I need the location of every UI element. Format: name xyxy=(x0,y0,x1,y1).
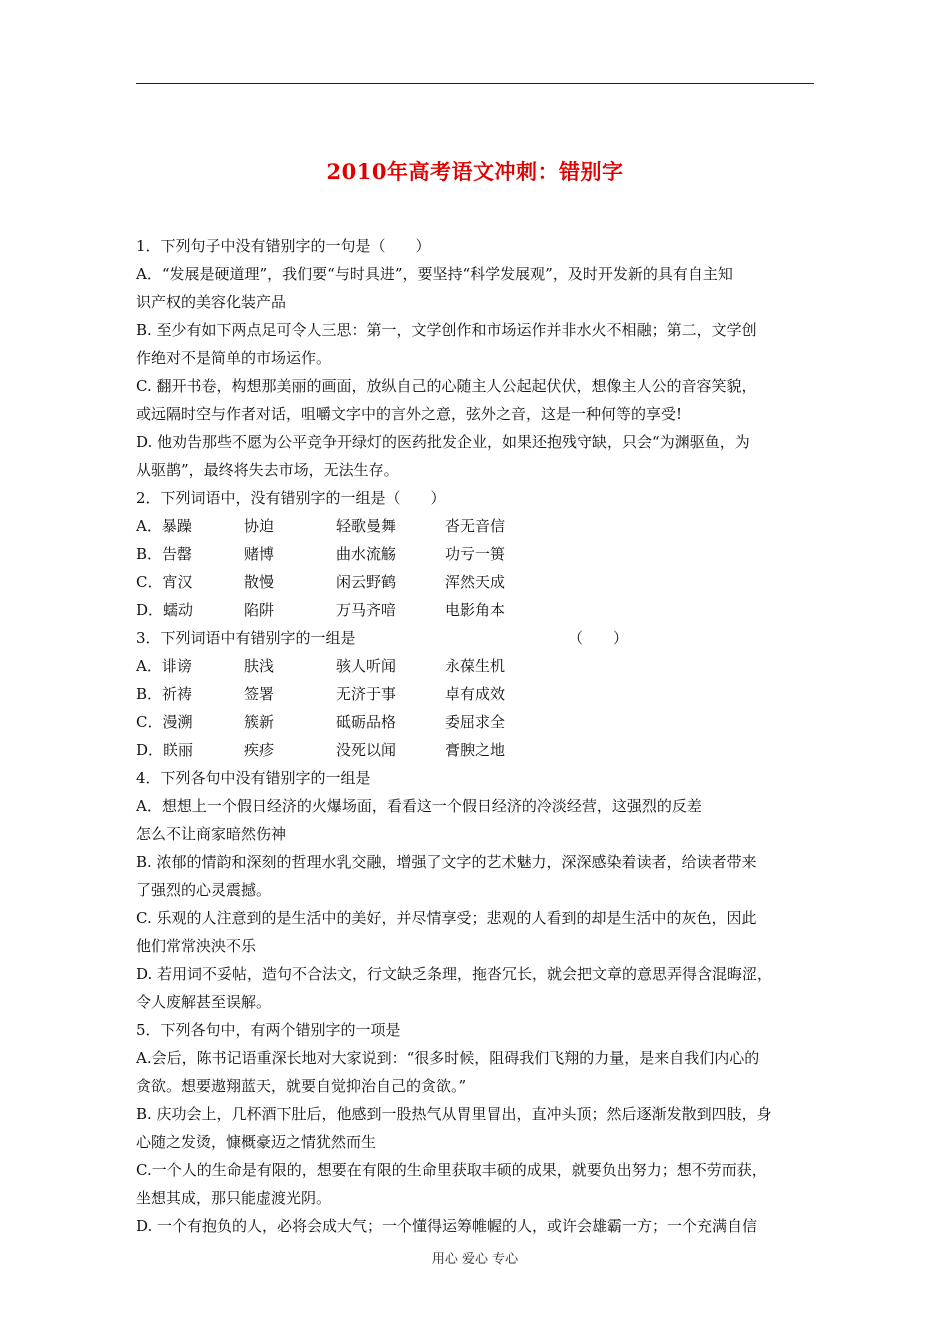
q4-option-a-line-2: 怎么不让商家暗然伤神 xyxy=(136,825,287,843)
q4-option-d-line-1: D. 若用词不妥帖，造句不合法文，行文缺乏条理，拖沓冗长，就会把文章的意思弄得含混晦涩， xyxy=(136,965,773,983)
q2-a-word-1: A．暴躁 xyxy=(136,517,192,535)
q3-a-word-2: 肤浅 xyxy=(244,657,275,675)
question-1-stem: 1．下列句子中没有错别字的一句是（ ） xyxy=(136,237,431,255)
q2-d-word-4: 电影角本 xyxy=(445,601,506,619)
q1-option-a-line-1: A．“发展是硬道理”，我们要“与时具进”，要坚持“科学发展观”，及时开发新的具有自主知 xyxy=(136,265,733,283)
q3-d-word-3: 没死以闻 xyxy=(336,741,397,759)
q3-row-a xyxy=(136,652,816,680)
q3-b-word-4: 卓有成效 xyxy=(445,685,506,703)
q2-a-word-4: 沓无音信 xyxy=(445,517,506,535)
q2-b-word-3: 曲水流觞 xyxy=(336,545,397,563)
q3-a-word-1: A．诽谤 xyxy=(136,657,192,675)
q3-row-d xyxy=(136,736,816,764)
q2-c-word-2: 散慢 xyxy=(244,573,275,591)
page-footer: 用心 爱心 专心 xyxy=(431,1252,519,1267)
q2-b-word-1: B．告罄 xyxy=(136,545,193,563)
q2-a-word-3: 轻歌曼舞 xyxy=(336,517,397,535)
q5-option-b-line-1: B. 庆功会上，几杯酒下肚后，他感到一股热气从胃里冒出，直冲头顶；然后逐渐发散到四肢，身 xyxy=(136,1105,772,1123)
q3-b-word-1: B．祈祷 xyxy=(136,685,193,703)
q4-option-c-line-1: C. 乐观的人注意到的是生活中的美好，并尽情享受；悲观的人看到的却是生活中的灰色，因此 xyxy=(136,909,757,927)
header-rule xyxy=(136,83,814,84)
q2-c-word-1: C．宵汉 xyxy=(136,573,193,591)
q2-d-word-3: 万马齐喑 xyxy=(336,601,397,619)
question-3-stem-line xyxy=(136,624,816,652)
q2-b-word-4: 功亏一篑 xyxy=(445,545,506,563)
q1-option-d-line-2: 从驱鹊”，最终将失去市场，无法生存。 xyxy=(136,461,399,479)
q4-option-d-line-2: 令人废解甚至误解。 xyxy=(136,993,272,1011)
q3-row-c xyxy=(136,708,816,736)
q2-row-c xyxy=(136,568,816,596)
q4-option-b-line-1: B. 浓郁的情韵和深刻的哲理水乳交融，增强了文字的艺术魅力，深深感染着读者，给读者带来 xyxy=(136,853,757,871)
q3-d-word-2: 疾疹 xyxy=(244,741,275,759)
q5-option-b-line-2: 心随之发烫，慷概豪迈之情犹然而生 xyxy=(136,1133,377,1151)
q2-c-word-3: 闲云野鹤 xyxy=(336,573,397,591)
q5-option-c-line-2: 坐想其成，那只能虚渡光阴。 xyxy=(136,1189,332,1207)
q2-d-word-2: 陷阱 xyxy=(244,601,275,619)
q1-option-b-line-1: B. 至少有如下两点足可令人三思：第一，文学创作和市场运作并非水火不相融；第二，文学创 xyxy=(136,321,757,339)
q1-option-b-line-2: 作绝对不是简单的市场运作。 xyxy=(136,349,332,367)
question-4-stem: 4．下列各句中没有错别字的一组是 xyxy=(136,769,371,787)
q4-option-c-line-2: 他们常常泱泱不乐 xyxy=(136,937,257,955)
q2-c-word-4: 浑然天成 xyxy=(445,573,506,591)
question-3-stem: 3．下列词语中有错别字的一组是 xyxy=(136,629,356,647)
q2-row-a xyxy=(136,512,816,540)
q2-a-word-2: 协迫 xyxy=(244,517,275,535)
q5-option-a-line-2: 贪欲。想要遨翔蓝天，就要自觉抑治自己的贪欲。” xyxy=(136,1077,467,1095)
q1-option-c-line-1: C. 翻开书卷，构想那美丽的画面，放纵自己的心随主人公起起伏伏，想像主人公的音容笑貌， xyxy=(136,377,757,395)
q3-d-word-4: 膏腴之地 xyxy=(445,741,506,759)
q3-row-b xyxy=(136,680,816,708)
q3-a-word-3: 骇人听闻 xyxy=(336,657,397,675)
q3-c-word-3: 砥砺品格 xyxy=(336,713,397,731)
q1-option-c-line-2: 或远隔时空与作者对话，咀嚼文字中的言外之意，弦外之音，这是一种何等的享受! xyxy=(136,405,683,423)
q5-option-d-line-1: D. 一个有抱负的人，必将会成大气；一个懂得运筹帷幄的人，或许会雄霸一方；一个充满自信 xyxy=(136,1217,758,1235)
q2-row-b xyxy=(136,540,816,568)
q3-b-word-3: 无济于事 xyxy=(336,685,397,703)
q3-c-word-4: 委屈求全 xyxy=(445,713,506,731)
q2-d-word-1: D．蠕动 xyxy=(136,601,194,619)
q3-d-word-1: D．眹丽 xyxy=(136,741,194,759)
q4-option-a-line-1: A．想想上一个假日经济的火爆场面，看看这一个假日经济的冷淡经营，这强烈的反差 xyxy=(136,797,702,815)
q1-option-d-line-1: D. 他劝告那些不愿为公平竞争开绿灯的医药批发企业，如果还抱残守缺，只会“为渊驱鱼，为 xyxy=(136,433,750,451)
page-title: 2010年高考语文冲刺：错别字 xyxy=(326,159,624,184)
q3-c-word-1: C．漫溯 xyxy=(136,713,193,731)
q1-option-a-line-2: 识产权的美容化装产品 xyxy=(136,293,287,311)
q2-b-word-2: 赌博 xyxy=(244,545,275,563)
document-body xyxy=(136,232,816,1240)
question-5-stem: 5．下列各句中，有两个错别字的一项是 xyxy=(136,1021,401,1039)
q3-a-word-4: 永葆生机 xyxy=(445,657,506,675)
q5-option-a-line-1: A.会后，陈书记语重深长地对大家说到：“很多时候，阻碍我们飞翔的力量，是来自我们内心的 xyxy=(136,1049,760,1067)
q2-row-d xyxy=(136,596,816,624)
q3-answer-paren: （ ） xyxy=(568,629,629,647)
q4-option-b-line-2: 了强烈的心灵震撼。 xyxy=(136,881,272,899)
question-2-stem: 2．下列词语中，没有错别字的一组是（ ） xyxy=(136,489,446,507)
q5-option-c-line-1: C.一个人的生命是有限的，想要在有限的生命里获取丰硕的成果，就要负出努力；想不劳而获， xyxy=(136,1161,767,1179)
q3-b-word-2: 签署 xyxy=(244,685,275,703)
q3-c-word-2: 簇新 xyxy=(244,713,275,731)
